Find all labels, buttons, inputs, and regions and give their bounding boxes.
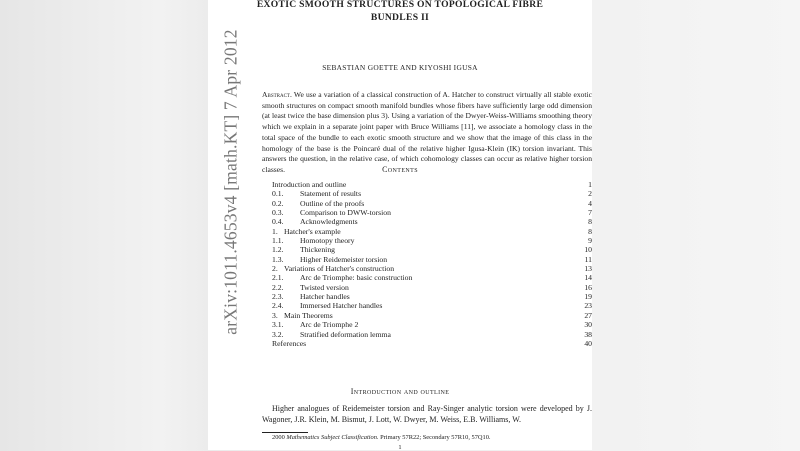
footnote-msc-label: Mathematics Subject Classification. <box>286 434 379 441</box>
toc-entry-number: 0.1. <box>272 189 284 199</box>
toc-entry-number: 3.2. <box>272 329 284 339</box>
toc-entry-number: 3.1. <box>272 320 284 330</box>
toc-entry[interactable] <box>272 217 592 226</box>
abstract <box>262 90 592 176</box>
toc-entry[interactable] <box>272 245 592 254</box>
toc-entry-label: Comparison to DWW-torsion <box>300 208 391 218</box>
toc-entry-label: Variations of Hatcher's construction <box>284 264 395 274</box>
toc-entry[interactable] <box>272 283 592 292</box>
title-line-1: EXOTIC SMOOTH STRUCTURES ON TOPOLOGICAL FIBRE <box>256 0 544 10</box>
toc-entry-page: 40 <box>584 338 592 348</box>
toc-entry-page: 30 <box>584 320 592 330</box>
toc-entry-number: 0.3. <box>272 208 284 218</box>
toc-entry-label: Twisted version <box>300 282 349 292</box>
footnote-year: 2000 <box>272 434 285 441</box>
authors: SEBASTIAN GOETTE AND KIYOSHI IGUSA <box>322 63 478 72</box>
toc-entry-page: 10 <box>584 245 592 255</box>
toc-entry[interactable] <box>272 311 592 320</box>
toc-entry-number: 3. <box>272 310 278 320</box>
arxiv-stamp: arXiv:1011.4653v4 [math.KT] 7 Apr 2012 <box>220 29 241 335</box>
toc-entry-page: 8 <box>588 217 592 227</box>
toc-entry-page: 1 <box>588 180 592 189</box>
toc-entry-label: Introduction and outline <box>272 180 347 189</box>
toc-entry[interactable] <box>272 330 592 339</box>
toc-entry[interactable] <box>272 189 592 198</box>
toc-entry[interactable] <box>272 208 592 217</box>
toc-entry-label: Stratified deformation lemma <box>300 329 391 339</box>
toc-entry-page: 8 <box>588 226 592 236</box>
toc-entry-label: Arc de Triomphe: basic construction <box>300 273 413 283</box>
toc-entry[interactable] <box>272 320 592 329</box>
toc-entry-page: 38 <box>584 329 592 339</box>
toc-entry-page: 4 <box>588 198 592 208</box>
toc-entry-number: 0.4. <box>272 217 284 227</box>
toc-entry-page: 7 <box>588 208 592 218</box>
toc-entry-number: 2.2. <box>272 282 284 292</box>
toc-entry[interactable] <box>272 180 592 189</box>
toc-entry-page: 14 <box>584 273 592 283</box>
toc-entry[interactable] <box>272 236 592 245</box>
toc-entry[interactable] <box>272 264 592 273</box>
toc-entry-page: 16 <box>584 282 592 292</box>
abstract-label: Abstract. <box>262 90 292 99</box>
toc-entry-number: 1.3. <box>272 254 284 264</box>
toc-entry-label: References <box>272 338 307 348</box>
toc-entry-page: 9 <box>588 236 592 246</box>
toc-entry[interactable] <box>272 273 592 282</box>
toc-entry-label: Immersed Hatcher handles <box>300 301 383 311</box>
toc-entry[interactable] <box>272 339 592 348</box>
toc-entry-label: Higher Reidemeister torsion <box>300 254 388 264</box>
toc-entry-label: Hatcher's example <box>284 226 341 236</box>
toc-entry[interactable] <box>272 255 592 264</box>
toc-entry-number: 1.2. <box>272 245 284 255</box>
toc-entry-number: 2.4. <box>272 301 284 311</box>
toc-entry-label: Homotopy theory <box>300 236 355 246</box>
title-line-2: BUNDLES II <box>370 12 430 23</box>
toc-entry-page: 23 <box>584 301 592 311</box>
paper-title <box>208 0 592 24</box>
toc-entry-page: 2 <box>588 189 592 199</box>
toc-entry-page: 27 <box>584 310 592 320</box>
toc-entry-number: 1. <box>272 226 278 236</box>
toc-entry-label: Outline of the proofs <box>300 198 365 208</box>
toc-entry-number: 0.2. <box>272 198 284 208</box>
toc-entry[interactable] <box>272 301 592 310</box>
toc-entry[interactable] <box>272 199 592 208</box>
page-number: 1 <box>398 444 402 451</box>
footnote-rule <box>262 432 308 433</box>
intro-text: Higher analogues of Reidemeister torsion and Ray-Singer analytic torsion were developed by J. Wagoner, J.R. Klein, M. Bismut, J. Lott, W. Dwyer, M. Weiss, E.B. Williams, W. <box>262 404 592 424</box>
toc-entry[interactable] <box>272 292 592 301</box>
toc-entry-number: 1.1. <box>272 236 284 246</box>
toc-entry-label: Thickening <box>300 245 336 255</box>
intro-heading: Introduction and outline <box>350 387 450 396</box>
toc-entry-page: 13 <box>584 264 592 274</box>
toc-entry-number: 2.1. <box>272 273 284 283</box>
abstract-text: We use a variation of a classical construction of A. Hatcher to construct virtually all stable exotic smooth structures on compact smooth manifold bundles whose fibers have sufficiently large odd dimension (at least twice the base dimension plus 3). Using a variation of the Dwyer-Weiss-Williams smoothing theory which we explain in a separate joint paper with Bruce Williams [11], we associate a homology class in the total space of the bundle to each exotic smooth structure and we show that the image of this class in the homology of the base is the Poincaré dual of the relative higher Igusa-Klein (IK) torsion invariant. This answers the question, in the relative case, of which cohomology classes can occur as relative higher torsion classes. <box>262 90 593 174</box>
toc-entry-page: 19 <box>584 292 592 302</box>
toc-entry-page: 11 <box>584 254 592 264</box>
contents-heading: Contents <box>382 165 418 174</box>
table-of-contents <box>272 180 592 348</box>
toc-entry-label: Acknowledgments <box>300 217 358 227</box>
toc-entry-label: Hatcher handles <box>300 292 350 302</box>
footnote <box>272 434 491 441</box>
toc-entry-label: Main Theorems <box>284 310 333 320</box>
toc-entry-number: 2.3. <box>272 292 284 302</box>
intro-paragraph <box>262 403 592 425</box>
footnote-codes: Primary 57R22; Secondary 57R10, 57Q10. <box>380 434 491 441</box>
toc-entry-number: 2. <box>272 264 278 274</box>
toc-entry-label: Statement of results <box>300 189 362 199</box>
toc-entry-label: Arc de Triomphe 2 <box>300 320 359 330</box>
toc-entry[interactable] <box>272 227 592 236</box>
